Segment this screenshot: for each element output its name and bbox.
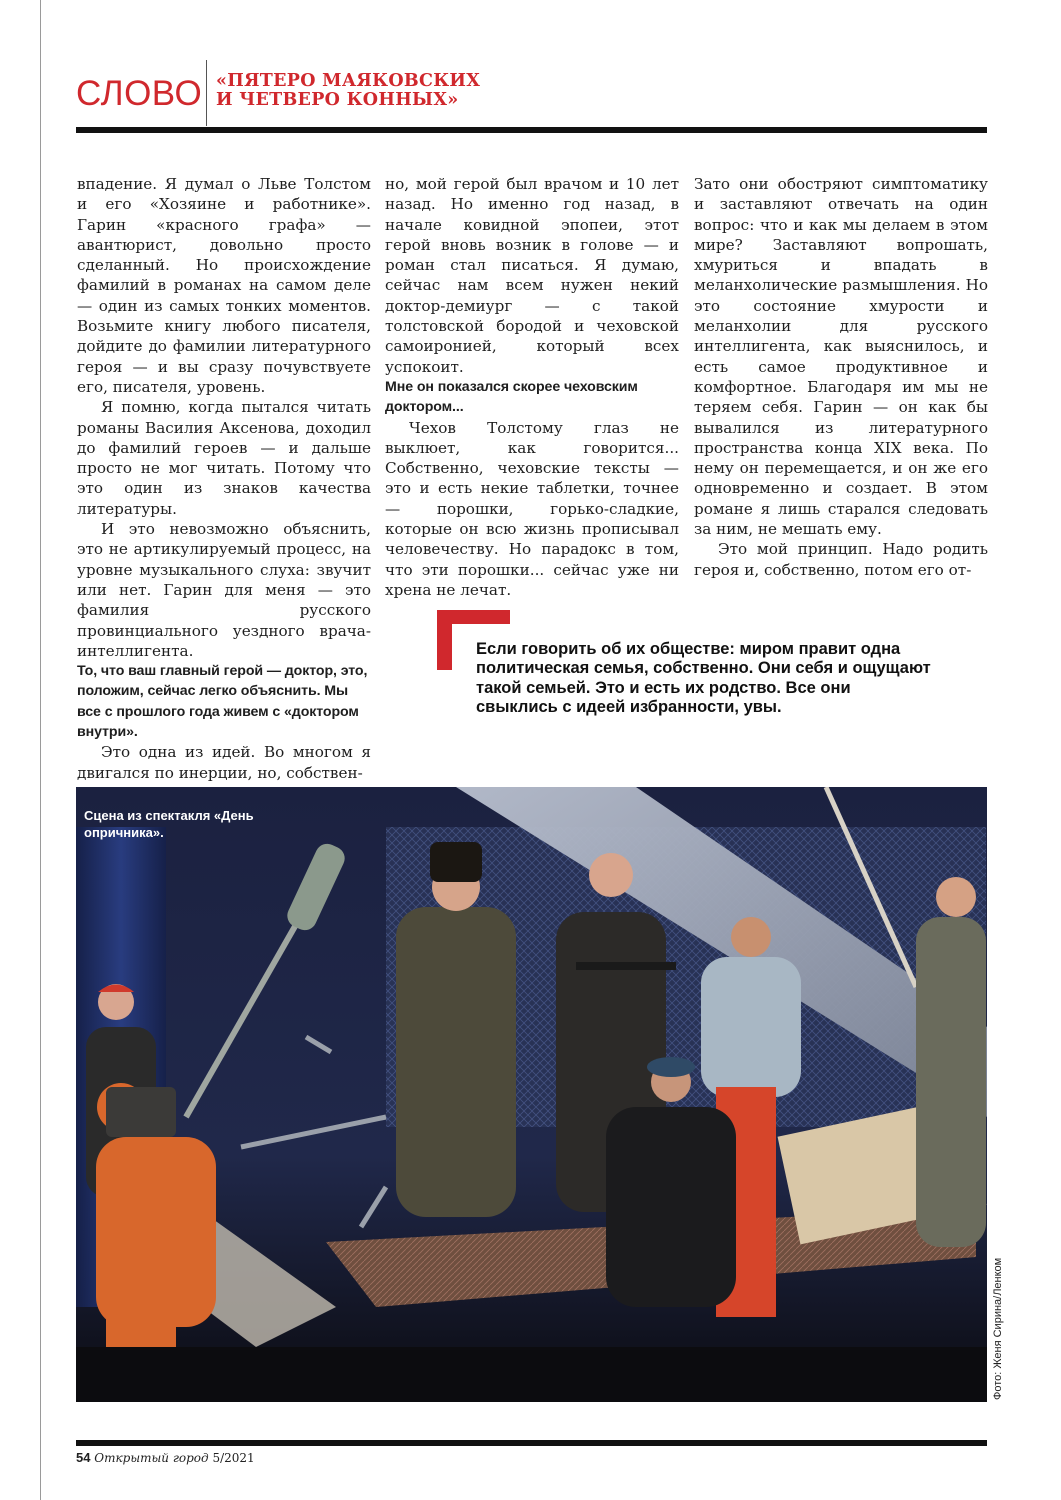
pullquote: Если говорить об их обществе: миром правит одна политическая семья, собственно. Они себя и ощущают такой семьей. Это и есть их родство. Все они свыклись с идеей избранности, увы. <box>476 640 931 717</box>
page-number: 54 <box>76 1450 91 1465</box>
text-column-1 <box>77 174 371 783</box>
article-headline <box>216 72 636 110</box>
stage-photo <box>76 787 987 1402</box>
paragraph: Это одна из идей. Во многом я двигался по инерции, но, собствен- <box>77 743 371 782</box>
paragraph: И это невозможно объяснить, это не артикулируемый процесс, на уровне музыкального слуха: звучит или нет. Гарин для меня — это фамилия русского провинциального уездного врача-интеллигента. <box>77 520 371 660</box>
headline-line-1: «ПЯТЕРО МАЯКОВСКИХ <box>216 71 481 91</box>
header-rule <box>76 127 987 133</box>
page-margin-rule <box>40 0 41 1500</box>
pullquote-mark <box>437 610 452 670</box>
photo-caption: Сцена из спектакля «День опричника». <box>84 808 254 840</box>
stage-photo-illustration <box>76 787 987 1402</box>
footer-rule <box>76 1440 987 1446</box>
issue-number: 5/2021 <box>212 1451 255 1465</box>
magazine-name: Открытый город <box>94 1451 209 1465</box>
headline-line-2: И ЧЕТВЕРО КОННЫХ» <box>216 90 459 110</box>
header-divider <box>206 60 207 126</box>
text-column-2 <box>385 174 679 600</box>
interview-question: Мне он показался скорее чеховским доктором... <box>385 378 638 416</box>
text-column-3 <box>694 174 988 580</box>
interview-question: То, что ваш главный герой — доктор, это, положим, сейчас легко объяснить. Мы все с прошлого года живем с «доктором внутри». <box>77 663 368 741</box>
performer-figure <box>916 877 986 1247</box>
photo-credit: Фото: Женя Сирина/Ленком <box>992 1257 1004 1400</box>
section-label: СЛОВО <box>76 74 203 113</box>
paragraph: Зато они обостряют симптоматику и заставляют отвечать на один вопрос: что и как мы делаем в этом мире? Заставляют вопрошать, хмуриться и впадать в меланхолические размышления. Но это состояние хмурости и меланхолии для русского интеллигента, как выяснилось, и есть самое продуктивное и комфортное. Благодаря им мы не теряем себя. Гарин — он как бы вывалился из литературного пространства конца XIX века. По нему он перемещается, и он же его одновременно и создает. В этом романе я лишь старался следовать за ним, не мешать ему. <box>694 175 988 539</box>
paragraph: впадение. Я думал о Льве Толстом и его «Хозяине и работнике». Гарин «красного графа» — авантюрист, довольно просто сделанный. Но происхождение фамилий в романах на самом деле — один из самых тонких моментов. Возьмите книгу любого писателя, дойдите до фамилии литературного героя — и вы сразу почувствуете его, писателя, уровень. <box>77 175 371 396</box>
paragraph: но, мой герой был врачом и 10 лет назад. Но именно год назад, в начале ковидной эпопеи, этот герой вновь возник в голове — и роман стал писаться. Я думаю, сейчас нам всем нужен некий доктор-демиург — с такой толстовской бородой и чеховской самоиронией, который всех успокоит. <box>385 175 679 376</box>
paragraph: Я помню, когда пытался читать романы Василия Аксенова, доходил до фамилий героев — и дальше просто не мог читать. Потому что это один из знаков качества литературы. <box>77 398 371 518</box>
paragraph: Это мой принцип. Надо родить героя и, собственно, потом его от- <box>694 540 988 579</box>
paragraph: Чехов Толстому глаз не выклюет, как говорится... Собственно, чеховские тексты — это и есть некие таблетки, точнее — порошки, горько-сладкие, которые он всю жизнь прописывал человечеству. Но парадокс в том, что эти порошки... сейчас уже ни хрена не лечат. <box>385 418 679 599</box>
page-footer <box>76 1450 255 1465</box>
